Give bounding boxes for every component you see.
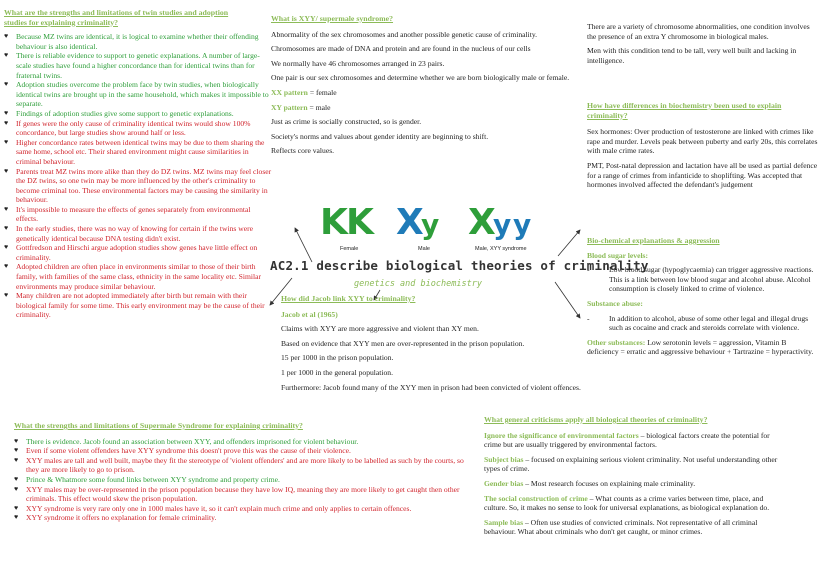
arrow-to-twin	[295, 228, 312, 262]
criticism-label: Gender bias	[484, 478, 524, 488]
list-item: ♥ XYY males may be over-represented in the prison population because they have low IQ, meaning they are more likely to get caught then other criminals. This effect would skew the prison population.	[14, 485, 474, 504]
page-subtitle: genetics and biochemistry	[354, 279, 482, 289]
xy-label: XY pattern	[271, 102, 308, 112]
list-item: ♥ It's impossible to measure the effects of genes separately from environmental effects.	[4, 205, 274, 224]
jacob-p3: 15 per 1000 in the prison population.	[281, 353, 394, 363]
chromosome-female-2: K	[346, 202, 374, 243]
twin-heading: What are the strengths and limitations of twin studies and adoption studies for explaining criminality?	[4, 8, 229, 27]
page-title: AC2.1 describe biological theories of criminality	[270, 258, 649, 273]
criticism-label: The social construction of crime	[484, 493, 588, 503]
list-item: ♥ XYY males are tall and well built, maybe they fit the stereotype of 'violent offenders' and are more likely to be labelled as such by the courts, so they are more likely to go to prison.	[14, 456, 474, 475]
jacob-p2: Based on evidence that XYY men are over-represented in the prison population.	[281, 338, 525, 348]
criticism-label: Subject bias	[484, 454, 524, 464]
list-item: ♥ Findings of adoption studies give some support to genetic explanations.	[4, 109, 274, 119]
biochem-diff-section	[587, 101, 819, 195]
chromosome-male-y: y	[421, 208, 440, 241]
list-item: ♥ In the early studies, there was no way of knowing for certain if the twins were genetically identical because DNA testing didn't exist.	[4, 224, 274, 243]
xyy-p5: Just as crime is socially constructed, so is gender.	[271, 117, 422, 127]
criticism-item	[484, 518, 784, 537]
criticism-text: – Most research focuses on explaining male criminality.	[523, 478, 696, 488]
biochem-diff-p2: PMT, Post-natal depression and lactation have all be used as partial defence for a range of crimes from infanticide to shoplifting. Was accepted that hormones involved affected the defendant's judgement	[587, 160, 818, 190]
list-item: ♥ There is evidence. Jacob found an association between XYY, and offenders imprisoned for violent behaviour.	[14, 437, 474, 447]
xyy-p7: Reflects core values.	[271, 146, 335, 156]
biochem-agg-section	[587, 236, 819, 362]
list-item: ♥ Gottfredson and Hirschi argue adoption studies show genes have little effect on criminality.	[4, 243, 274, 262]
subst-text: - In addition to alcohol, abuse of some other legal and illegal drugs such as cocaine and crack and steroids correlate with violence.	[587, 314, 819, 333]
biochem-diff-heading: How have differences in biochemistry been used to explain criminality?	[587, 101, 782, 120]
xyy-p1: Abnormality of the sex chromosomes and another possible genetic cause of criminality.	[271, 29, 538, 39]
list-item: ♥ Adoption studies overcome the problem face by twin studies, when biologically identical twins are brought up in the same household, which makes it impossible to separate.	[4, 80, 274, 109]
criticisms-section	[484, 415, 784, 542]
blood-label: Blood sugar levels:	[587, 250, 649, 260]
chromosome-male-x: X	[396, 202, 424, 243]
xyy-p2: Chromosomes are made of DNA and protein and are found in the nucleus of our cells	[271, 44, 531, 54]
list-item: ♥ Because MZ twins are identical, it is logical to examine whether their offending behaviour is also identical.	[4, 32, 274, 51]
criticism-label: Ignore the significance of environmental factors	[484, 430, 639, 440]
label-male: Male	[418, 246, 430, 252]
blood-text: - Low blood sugar (hypoglycaemia) can trigger aggressive reactions. This is a link between low blood sugar and alcohol abuse. Alcohol consumption is closely linked to crime of violence.	[587, 265, 819, 294]
jacob-heading: How did Jacob link XYY to criminality?	[281, 294, 416, 303]
jacob-sub: Jacob et al (1965)	[281, 309, 338, 319]
biochem-agg-heading: Bio-chemical explanations & aggression	[587, 236, 720, 245]
list-item: ♥ There is reliable evidence to support to genetic explanations. A number of large-scale studies have found a higher concordance than for identical twins than for fraternal twins.	[4, 51, 274, 80]
subst-label: Substance abuse:	[587, 298, 643, 308]
list-item: ♥ XYY syndrome is very rare only one in 1000 males have it, so it can't explain much crime and only applies to certain offences.	[14, 504, 474, 514]
chromo-right-p1: There are a variety of chromosome abnormalities, one condition involves the presence of an extra Y chromosome in biological males.	[587, 22, 810, 41]
label-female: Female	[340, 246, 359, 252]
list-item: ♥ Many children are not adopted immediately after birth but remain with their biological family for some time. This early environment may be the cause of their criminality.	[4, 291, 274, 320]
xx-value: = female	[307, 87, 337, 97]
chromosome-xyy-y2: y	[513, 208, 532, 241]
other-substances	[587, 338, 819, 357]
chromo-right-p2: Men with this condition tend to be tall, very well built and lacking in intelligence.	[587, 46, 797, 65]
xyy-heading: What is XYY/ supermale syndrome?	[271, 14, 394, 23]
arrow-to-biochem	[558, 230, 580, 256]
jacob-p4: 1 per 1000 in the general population.	[281, 367, 393, 377]
list-item: ♥ Higher concordance rates between identical twins may be due to them sharing the same home, school etc. Their shared environment might cause similarities in criminal behaviour.	[4, 138, 274, 167]
criticism-label: Sample bias	[484, 517, 524, 527]
supermale-heading: What the strengths and limitations of Supermale Syndrome for explaining criminality?	[14, 421, 303, 430]
criticism-text: – What counts as a crime varies between time, place, and culture. So, it makes no sense to look for universal explanations, as biological explanation do.	[484, 493, 770, 513]
criticisms-heading: What general criticisms apply all biological theories of criminality?	[484, 415, 708, 424]
jacob-p1: Claims with XYY are more aggressive and violent than XY men.	[281, 324, 479, 334]
list-item: ♥ Parents treat MZ twins more alike than they do DZ twins. MZ twins may feel closer the DZ twins, so one twin may be more influenced by the other's criminality to become criminal too. These environmental factors may be causing the similarity in behaviour.	[4, 167, 274, 205]
xy-value: = male	[307, 102, 331, 112]
criticism-text: – biological factors create the potential for crime but are usually triggered by environmental factors.	[484, 430, 770, 450]
xyy-p3: We normally have 46 chromosomes arranged in 23 pairs.	[271, 58, 445, 68]
other-label: Other substances:	[587, 337, 646, 347]
jacob-p5: Furthermore: Jacob found many of the XYY men in prison had been convicted of violent offences.	[281, 382, 581, 392]
chromosome-xyy-y1: y	[493, 208, 512, 241]
list-item: ♥ Prince & Whatmore some found links between XYY syndrome and property crime.	[14, 475, 474, 485]
other-text: Low serotonin levels = aggression, Vitamin B deficiency = erratic and aggressive behaviour + Tartrazine = hyperactivity.	[587, 337, 814, 357]
jacob-section	[281, 294, 581, 397]
criticism-item	[484, 479, 784, 489]
xx-label: XX pattern	[271, 87, 308, 97]
list-item: ♥ Even if some violent offenders have XYY syndrome this doesn't prove this was the cause of their violence.	[14, 446, 474, 456]
xyy-p6: Society's norms and values about gender identity are beginning to shift.	[271, 131, 489, 141]
list-item: ♥ If genes were the only cause of criminality identical twins would show 100% concordance, but large studies show around half or less.	[4, 119, 274, 138]
criticism-item	[484, 431, 784, 450]
criticism-item	[484, 455, 784, 474]
chromosome-xyy-x: X	[468, 202, 496, 243]
list-item: ♥ XYY syndrome it offers no explanation for female criminality.	[14, 513, 474, 523]
criticism-item	[484, 494, 784, 513]
biochem-diff-p1: Sex hormones: Over production of testosterone are linked with crimes like rape and murder. Levels peak between puberty and early 20s, this correlates with male crime rates.	[587, 127, 818, 156]
list-item: ♥ Adopted children are often place in environments similar to those of their birth family, with families of the same class, ethnicity in the same locality etc. Similar environments may produce similar behaviour.	[4, 262, 274, 291]
criticism-text: – Often use studies of convicted criminals. Not representative of all criminal behaviour. What about criminals who don't get caught, or minor crimes.	[484, 517, 758, 537]
xyy-p4: One pair is our sex chromosomes and determine whether we are born biologically male or female.	[271, 73, 570, 83]
chromo-right-section	[587, 22, 817, 70]
criticism-text: – focused on explaining serious violent criminality. Not useful understanding other types of crime.	[484, 454, 778, 474]
chromosome-female-1: K	[320, 202, 348, 243]
label-xyy: Male, XYY syndrome	[475, 246, 527, 252]
